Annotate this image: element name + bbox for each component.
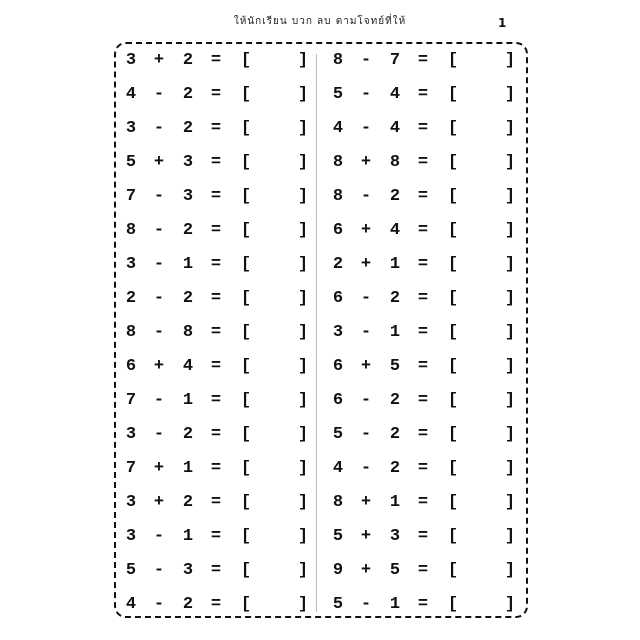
problem-row [118,520,313,554]
second-operand: 2 [182,425,194,444]
equals-sign: = [210,289,222,308]
problem-row [118,146,313,180]
first-operand: 7 [125,187,137,206]
operator: - [360,187,372,206]
equals-sign: = [417,459,429,478]
answer-close-bracket: ] [504,459,516,478]
problem-row [118,112,313,146]
second-operand: 4 [182,357,194,376]
equals-sign: = [210,357,222,376]
first-operand: 5 [332,85,344,104]
answer-close-bracket: ] [297,323,309,342]
second-operand: 4 [389,221,401,240]
answer-open-bracket[interactable]: [ [240,323,252,342]
problem-row [118,486,313,520]
answer-open-bracket[interactable]: [ [240,85,252,104]
problem-row [118,554,313,588]
second-operand: 1 [182,391,194,410]
equals-sign: = [417,289,429,308]
operator: + [360,357,372,376]
problem-row [118,316,313,350]
answer-open-bracket[interactable]: [ [447,187,459,206]
answer-close-bracket: ] [297,255,309,274]
answer-close-bracket: ] [504,323,516,342]
first-operand: 3 [125,493,137,512]
second-operand: 5 [389,357,401,376]
operator: - [360,459,372,478]
operator: + [153,459,165,478]
equals-sign: = [210,187,222,206]
second-operand: 2 [182,289,194,308]
first-operand: 2 [125,289,137,308]
answer-open-bracket[interactable]: [ [240,289,252,308]
first-operand: 8 [332,493,344,512]
second-operand: 2 [389,391,401,410]
second-operand: 1 [389,493,401,512]
operator: - [153,85,165,104]
first-operand: 5 [332,527,344,546]
answer-open-bracket[interactable]: [ [447,153,459,172]
equals-sign: = [210,221,222,240]
problem-row [325,44,520,78]
operator: + [360,493,372,512]
problem-row [325,588,520,622]
problem-row [325,486,520,520]
operator: - [360,391,372,410]
equals-sign: = [417,323,429,342]
answer-open-bracket[interactable]: [ [447,527,459,546]
answer-open-bracket[interactable]: [ [447,221,459,240]
equals-sign: = [210,391,222,410]
answer-open-bracket[interactable]: [ [240,459,252,478]
second-operand: 1 [389,255,401,274]
operator: + [360,153,372,172]
answer-close-bracket: ] [504,391,516,410]
answer-open-bracket[interactable]: [ [447,357,459,376]
answer-close-bracket: ] [504,527,516,546]
second-operand: 3 [182,153,194,172]
answer-open-bracket[interactable]: [ [240,561,252,580]
operator: - [153,595,165,614]
problem-row [118,214,313,248]
answer-open-bracket[interactable]: [ [447,561,459,580]
answer-close-bracket: ] [504,493,516,512]
problem-row [118,350,313,384]
first-operand: 3 [125,425,137,444]
answer-close-bracket: ] [297,425,309,444]
operator: - [360,323,372,342]
answer-close-bracket: ] [297,493,309,512]
equals-sign: = [417,85,429,104]
answer-open-bracket[interactable]: [ [447,425,459,444]
first-operand: 4 [332,459,344,478]
problem-row [118,588,313,622]
column-divider [316,54,317,612]
first-operand: 6 [332,357,344,376]
operator: - [360,51,372,70]
first-operand: 8 [125,221,137,240]
first-operand: 9 [332,561,344,580]
answer-open-bracket[interactable]: [ [447,391,459,410]
answer-open-bracket[interactable]: [ [447,595,459,614]
equals-sign: = [417,221,429,240]
equals-sign: = [417,51,429,70]
answer-close-bracket: ] [504,85,516,104]
equals-sign: = [417,119,429,138]
equals-sign: = [210,493,222,512]
answer-close-bracket: ] [504,561,516,580]
answer-open-bracket[interactable]: [ [240,493,252,512]
problem-row [325,112,520,146]
equals-sign: = [417,561,429,580]
operator: - [153,527,165,546]
answer-open-bracket[interactable]: [ [240,153,252,172]
problem-row [325,146,520,180]
answer-open-bracket[interactable]: [ [240,255,252,274]
equals-sign: = [210,51,222,70]
problem-row [325,452,520,486]
answer-close-bracket: ] [504,187,516,206]
second-operand: 2 [182,51,194,70]
first-operand: 5 [125,153,137,172]
operator: - [360,119,372,138]
answer-close-bracket: ] [297,289,309,308]
answer-open-bracket[interactable]: [ [240,51,252,70]
worksheet-title: ให้นักเรียน บวก ลบ ตามโจทย์ที่ให้ [233,16,407,27]
equals-sign: = [417,153,429,172]
problem-row [325,316,520,350]
equals-sign: = [210,323,222,342]
equals-sign: = [210,595,222,614]
first-operand: 8 [332,187,344,206]
operator: - [153,221,165,240]
problem-row [325,418,520,452]
answer-open-bracket[interactable]: [ [240,425,252,444]
answer-open-bracket[interactable]: [ [447,289,459,308]
second-operand: 3 [182,187,194,206]
answer-close-bracket: ] [297,391,309,410]
answer-close-bracket: ] [504,357,516,376]
answer-close-bracket: ] [297,153,309,172]
problem-row [118,248,313,282]
equals-sign: = [417,255,429,274]
problem-row [325,520,520,554]
second-operand: 1 [182,527,194,546]
equals-sign: = [417,527,429,546]
answer-close-bracket: ] [297,561,309,580]
problem-row [118,78,313,112]
second-operand: 3 [389,527,401,546]
answer-open-bracket[interactable]: [ [447,255,459,274]
answer-open-bracket[interactable]: [ [240,187,252,206]
second-operand: 7 [389,51,401,70]
first-operand: 3 [125,119,137,138]
answer-close-bracket: ] [297,527,309,546]
first-operand: 5 [332,425,344,444]
second-operand: 2 [389,289,401,308]
operator: - [360,289,372,308]
first-operand: 4 [125,595,137,614]
problem-row [118,282,313,316]
equals-sign: = [210,561,222,580]
problem-row [325,78,520,112]
answer-open-bracket[interactable]: [ [447,119,459,138]
operator: - [153,289,165,308]
second-operand: 2 [389,187,401,206]
operator: + [153,357,165,376]
problem-column-left [118,44,313,622]
operator: - [360,595,372,614]
operator: - [153,187,165,206]
second-operand: 1 [389,323,401,342]
first-operand: 6 [332,391,344,410]
first-operand: 6 [332,221,344,240]
second-operand: 5 [389,561,401,580]
answer-open-bracket[interactable]: [ [447,85,459,104]
answer-open-bracket[interactable]: [ [447,51,459,70]
equals-sign: = [210,153,222,172]
operator: + [360,561,372,580]
operator: + [153,51,165,70]
answer-open-bracket[interactable]: [ [240,595,252,614]
second-operand: 8 [389,153,401,172]
first-operand: 5 [125,561,137,580]
operator: - [153,255,165,274]
problem-column-right [325,44,520,622]
second-operand: 2 [182,119,194,138]
second-operand: 2 [182,85,194,104]
problem-row [118,44,313,78]
second-operand: 8 [182,323,194,342]
equals-sign: = [417,493,429,512]
problem-row [325,180,520,214]
problem-row [118,452,313,486]
answer-open-bracket[interactable]: [ [240,357,252,376]
problem-row [118,384,313,418]
answer-close-bracket: ] [297,459,309,478]
answer-close-bracket: ] [504,595,516,614]
equals-sign: = [417,187,429,206]
operator: - [153,119,165,138]
operator: - [153,561,165,580]
answer-close-bracket: ] [297,51,309,70]
second-operand: 2 [389,425,401,444]
first-operand: 4 [125,85,137,104]
equals-sign: = [417,595,429,614]
equals-sign: = [210,255,222,274]
first-operand: 3 [125,51,137,70]
operator: - [153,425,165,444]
answer-close-bracket: ] [297,85,309,104]
first-operand: 3 [332,323,344,342]
second-operand: 2 [182,493,194,512]
equals-sign: = [210,85,222,104]
answer-close-bracket: ] [297,357,309,376]
operator: + [153,153,165,172]
operator: + [360,255,372,274]
equals-sign: = [210,119,222,138]
first-operand: 8 [332,51,344,70]
answer-open-bracket[interactable]: [ [240,119,252,138]
second-operand: 2 [182,595,194,614]
problem-row [325,248,520,282]
answer-open-bracket[interactable]: [ [447,459,459,478]
page-number: 1 [498,16,507,30]
second-operand: 2 [182,221,194,240]
problem-row [118,180,313,214]
second-operand: 3 [182,561,194,580]
second-operand: 4 [389,85,401,104]
second-operand: 2 [389,459,401,478]
problem-row [325,350,520,384]
operator: - [153,391,165,410]
equals-sign: = [210,527,222,546]
answer-close-bracket: ] [504,119,516,138]
second-operand: 1 [182,255,194,274]
answer-close-bracket: ] [297,187,309,206]
first-operand: 3 [125,527,137,546]
operator: + [153,493,165,512]
equals-sign: = [417,391,429,410]
problem-row [325,384,520,418]
problem-row [118,418,313,452]
answer-close-bracket: ] [504,289,516,308]
second-operand: 1 [389,595,401,614]
equals-sign: = [417,425,429,444]
first-operand: 2 [332,255,344,274]
equals-sign: = [210,425,222,444]
problem-row [325,554,520,588]
second-operand: 4 [389,119,401,138]
first-operand: 7 [125,391,137,410]
operator: + [360,221,372,240]
operator: - [153,323,165,342]
equals-sign: = [210,459,222,478]
first-operand: 8 [332,153,344,172]
answer-close-bracket: ] [297,221,309,240]
answer-close-bracket: ] [504,153,516,172]
second-operand: 1 [182,459,194,478]
first-operand: 7 [125,459,137,478]
answer-close-bracket: ] [504,51,516,70]
answer-open-bracket[interactable]: [ [447,493,459,512]
first-operand: 4 [332,119,344,138]
problem-row [325,214,520,248]
answer-open-bracket[interactable]: [ [240,221,252,240]
first-operand: 5 [332,595,344,614]
problem-row [325,282,520,316]
answer-close-bracket: ] [504,425,516,444]
answer-open-bracket[interactable]: [ [240,391,252,410]
first-operand: 6 [125,357,137,376]
operator: - [360,85,372,104]
first-operand: 6 [332,289,344,308]
answer-open-bracket[interactable]: [ [447,323,459,342]
answer-open-bracket[interactable]: [ [240,527,252,546]
first-operand: 8 [125,323,137,342]
operator: - [360,425,372,444]
first-operand: 3 [125,255,137,274]
answer-close-bracket: ] [504,221,516,240]
answer-close-bracket: ] [504,255,516,274]
operator: + [360,527,372,546]
equals-sign: = [417,357,429,376]
answer-close-bracket: ] [297,119,309,138]
answer-close-bracket: ] [297,595,309,614]
